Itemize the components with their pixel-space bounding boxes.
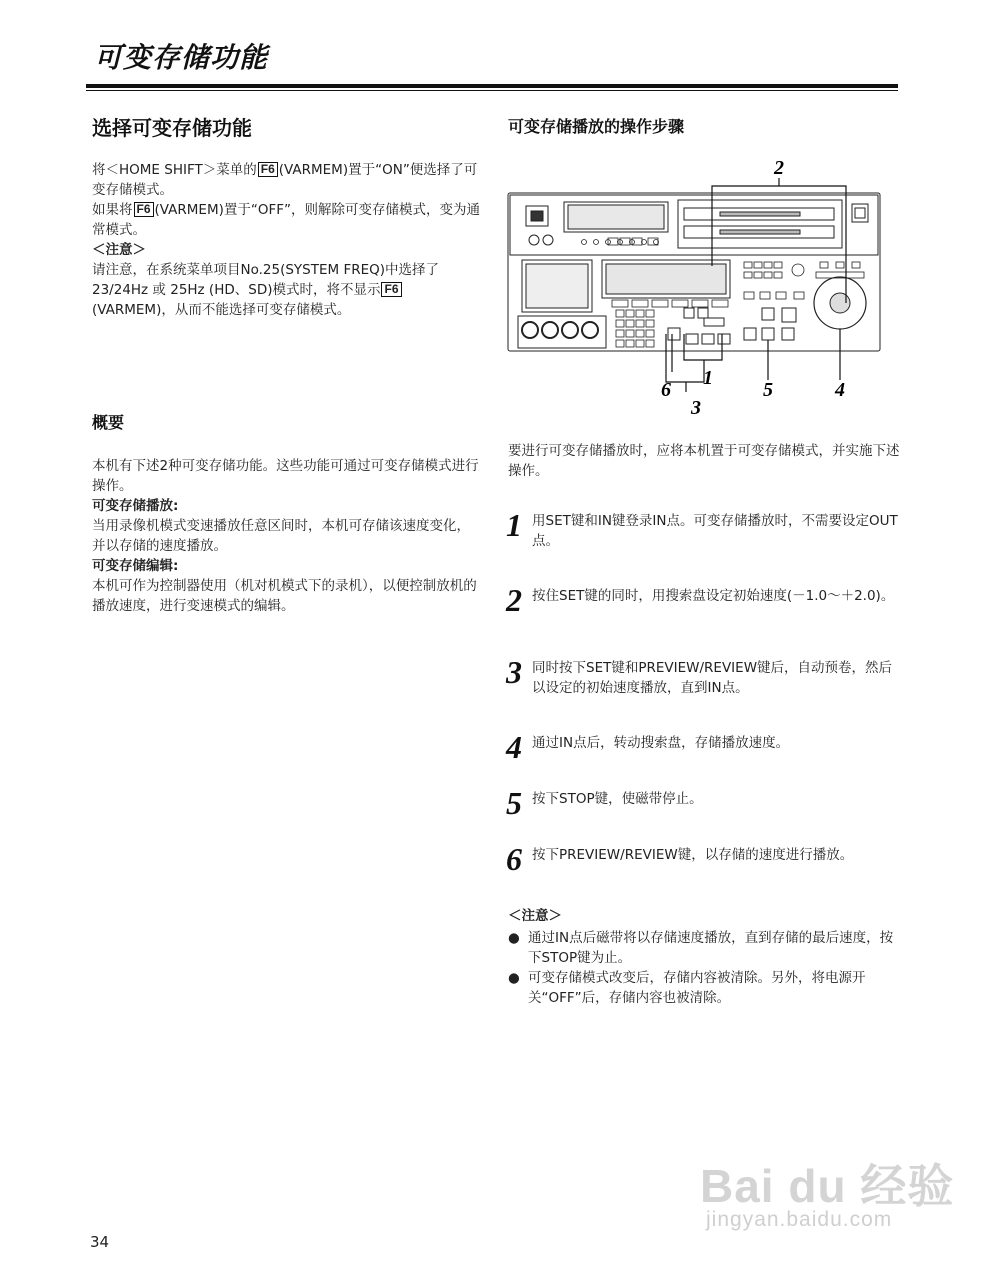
bullet-icon: ● [508, 970, 520, 986]
step-1 [506, 507, 900, 551]
callout-2: 2 [774, 158, 784, 179]
step-text: 通过IN点后，转动搜索盘，存储播放速度。 [532, 735, 790, 751]
step-number: 5 [506, 785, 522, 821]
select-paragraph-1: 将＜HOME SHIFT＞菜单的 F6 (VARMEM)置于“ON”便选择了可变存储模式。 [92, 162, 478, 198]
step-2 [506, 582, 900, 618]
note-item: ● 可变存储模式改变后，存储内容被清除。另外，将电源开关“OFF”后，存储内容也被清除。 [508, 970, 866, 1006]
step-number: 3 [506, 654, 522, 690]
procedure-notes [506, 928, 900, 1008]
f6-key-label: F6 [381, 282, 401, 297]
select-paragraph-3: 请注意，在系统菜单项目No.25(SYSTEM FREQ)中选择了 23/24Hz 或 25Hz (HD、SD)模式时，将不显示 F6(VARMEM)，从而不能选择可变存储模式。 [92, 262, 440, 318]
select-paragraph-2: 如果将 F6 (VARMEM)置于“OFF”，则解除可变存储模式，变为通常模式。 [92, 202, 481, 238]
step-text: 用SET键和IN键登录IN点。可变存储播放时，不需要设定OUT点。 [532, 513, 898, 549]
overview-sub2-text: 本机可作为控制器使用（机对机模式下的录机），以便控制放机的播放速度，进行变速模式的编辑。 [92, 578, 477, 614]
procedure-intro: 要进行可变存储播放时，应将本机置于可变存储模式，并实施下述操作。 [508, 443, 900, 479]
callout-4: 4 [835, 379, 845, 401]
title-rule [86, 84, 898, 88]
callout-1: 1 [703, 367, 713, 389]
note-item: ● 通过IN点后磁带将以存储速度播放，直到存储的最后速度，按下STOP键为止。 [508, 930, 894, 966]
overview-sub2-title: 可变存储编辑: [92, 558, 179, 574]
step-number: 6 [506, 841, 522, 877]
overview-intro: 本机有下述2种可变存储功能。这些功能可通过可变存储模式进行操作。 [92, 458, 479, 494]
step-5 [506, 785, 900, 821]
page-title: 可变存储功能 [94, 41, 269, 74]
page-number: 34 [90, 1233, 110, 1251]
step-text: 按下STOP键，使磁带停止。 [532, 791, 703, 807]
step-6 [506, 841, 900, 877]
f6-key-label: F6 [258, 162, 278, 177]
step-3 [506, 654, 900, 698]
callout-3: 3 [691, 397, 701, 419]
procedure-note-heading: ＜注意＞ [508, 908, 562, 924]
title-rule-thin [86, 90, 898, 91]
step-text: 按下PREVIEW/REVIEW键，以存储的速度进行播放。 [532, 847, 854, 863]
step-4 [506, 729, 900, 765]
section-heading-procedure: 可变存储播放的操作步骤 [508, 117, 685, 136]
f6-key-label: F6 [134, 202, 154, 217]
step-number: 4 [506, 729, 522, 765]
section-heading-overview: 概要 [92, 413, 125, 432]
step-number: 1 [506, 507, 522, 543]
callout-5: 5 [763, 379, 773, 401]
baidu-watermark-logo: Bai du 经验 [700, 1160, 955, 1212]
bullet-icon: ● [508, 930, 520, 946]
note-heading: ＜注意＞ [92, 242, 146, 258]
section-overview-body [92, 456, 480, 616]
overview-sub1-text: 当用录像机模式变速播放任意区间时，本机可存储该速度变化，并以存储的速度播放。 [92, 518, 470, 554]
vtr-front-panel-diagram [500, 158, 892, 420]
step-text: 同时按下SET键和PREVIEW/REVIEW键后，自动预卷，然后以设定的初始速度播放，直到IN点。 [532, 660, 893, 696]
section-heading-select: 选择可变存储功能 [92, 116, 252, 140]
section-select-body [92, 160, 480, 320]
step-text: 按住SET键的同时，用搜索盘设定初始速度(－1.0～＋2.0)。 [532, 588, 895, 604]
overview-sub1-title: 可变存储播放: [92, 498, 179, 514]
callout-6: 6 [661, 379, 671, 401]
baidu-watermark-url: jingyan.baidu.com [706, 1208, 893, 1231]
step-number: 2 [506, 582, 522, 618]
